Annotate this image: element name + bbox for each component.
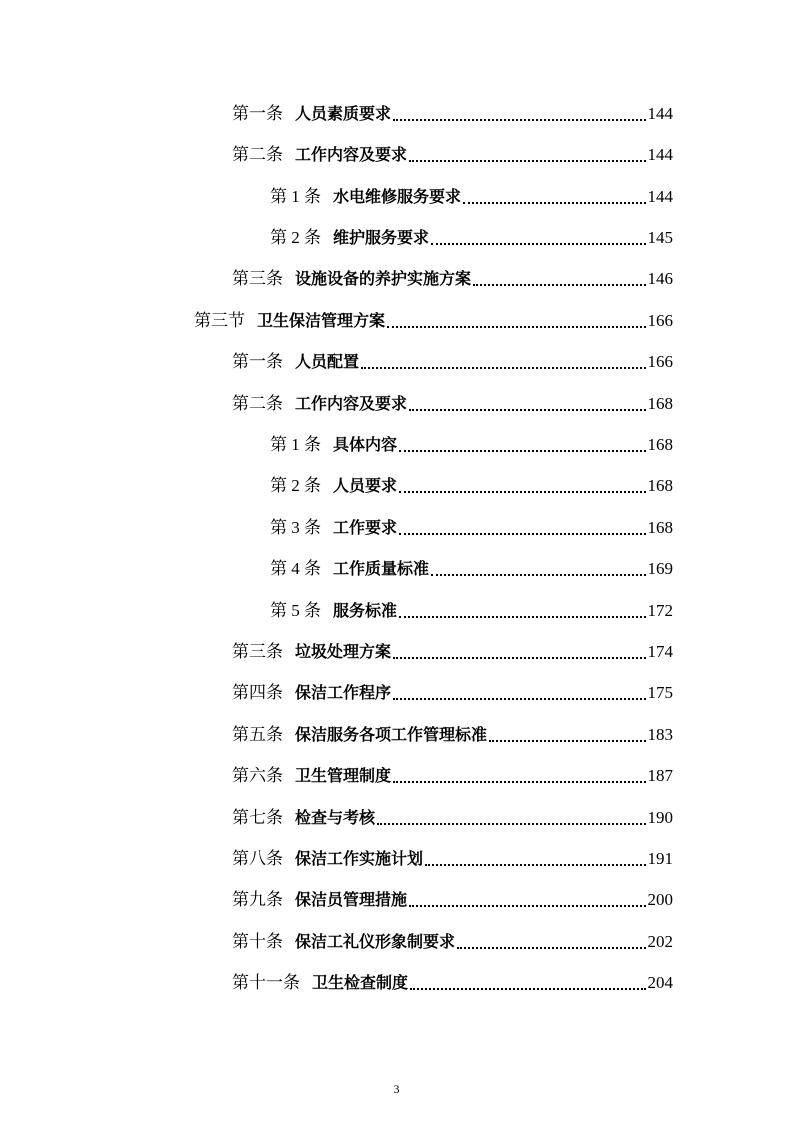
toc-entry-title: 垃圾处理方案	[295, 642, 392, 661]
dot-leader	[399, 533, 645, 535]
toc-entry[interactable]	[194, 302, 673, 332]
dot-leader	[425, 864, 645, 866]
toc-entry-number: 第七条	[232, 808, 283, 827]
toc-entry[interactable]	[270, 467, 673, 497]
page-number: 3	[393, 1082, 400, 1096]
toc-entry[interactable]	[270, 550, 673, 580]
toc-entry-title: 水电维修服务要求	[333, 187, 462, 206]
dot-leader	[409, 160, 645, 162]
toc-entry[interactable]	[270, 592, 673, 622]
toc-entry-title: 保洁员管理措施	[295, 890, 408, 909]
toc-entry[interactable]	[270, 219, 673, 249]
toc-entry[interactable]	[232, 95, 673, 125]
toc-entry-number: 第十条	[232, 932, 283, 951]
toc-entry-title: 服务标准	[333, 601, 398, 620]
dot-leader	[387, 326, 645, 328]
toc-entry-title: 工作质量标准	[333, 559, 430, 578]
dot-leader	[399, 616, 645, 618]
toc-entry-number: 第三条	[232, 269, 283, 288]
toc-entry-page: 187	[647, 766, 673, 785]
toc-entry-title: 人员要求	[333, 476, 398, 495]
toc-entry-number: 第二条	[232, 145, 283, 164]
dot-leader	[393, 781, 645, 783]
toc-entry-number: 第六条	[232, 766, 283, 785]
toc-entry-title: 卫生保洁管理方案	[257, 311, 386, 330]
toc-entry[interactable]	[232, 840, 673, 870]
toc-entry[interactable]	[270, 509, 673, 539]
toc-entry-number: 第 4 条	[270, 559, 321, 578]
toc-entry-number: 第三条	[232, 642, 283, 661]
dot-leader	[377, 823, 645, 825]
toc-entry[interactable]	[232, 674, 673, 704]
toc-entry-number: 第九条	[232, 890, 283, 909]
toc-entry-title: 设施设备的养护实施方案	[295, 269, 472, 288]
toc-entry-title: 工作内容及要求	[295, 145, 408, 164]
toc-entry-number: 第五条	[232, 725, 283, 744]
toc-entry-page: 169	[647, 559, 673, 578]
toc-entry-number: 第二条	[232, 394, 283, 413]
dot-leader	[409, 905, 645, 907]
toc-entry-number: 第三节	[194, 311, 245, 330]
toc-entry[interactable]	[232, 923, 673, 953]
toc-entry-number: 第 2 条	[270, 228, 321, 247]
dot-leader	[409, 409, 645, 411]
toc-entry[interactable]	[232, 757, 673, 787]
dot-leader	[431, 243, 645, 245]
toc-entry-page: 168	[647, 518, 673, 537]
toc-entry[interactable]	[232, 343, 673, 373]
toc-entry-page: 202	[647, 932, 673, 951]
toc-entry-number: 第一条	[232, 352, 283, 371]
toc-entry-page: 183	[647, 725, 673, 744]
toc-entry-title: 工作内容及要求	[295, 394, 408, 413]
dot-leader	[463, 202, 645, 204]
toc-entry-page: 144	[647, 104, 673, 123]
toc-entry[interactable]	[232, 799, 673, 829]
toc-entry-page: 191	[647, 849, 673, 868]
toc-entry-page: 200	[647, 890, 673, 909]
toc-entry-title: 保洁服务各项工作管理标准	[295, 725, 488, 744]
toc-entry-number: 第 5 条	[270, 601, 321, 620]
toc-entry-page: 168	[647, 435, 673, 454]
toc-entry-number: 第十一条	[232, 973, 300, 992]
toc-entry-page: 166	[647, 352, 673, 371]
dot-leader	[431, 574, 645, 576]
toc-entry-page: 146	[647, 269, 673, 288]
toc-entry[interactable]	[232, 633, 673, 663]
dot-leader	[457, 947, 645, 949]
dot-leader	[399, 491, 645, 493]
toc-entry-title: 卫生管理制度	[295, 766, 392, 785]
toc-entry[interactable]	[232, 964, 673, 994]
toc-entry-page: 175	[647, 683, 673, 702]
toc-entry[interactable]	[232, 716, 673, 746]
dot-leader	[393, 698, 645, 700]
toc-entry-title: 保洁工礼仪形象制要求	[295, 932, 456, 951]
toc-entry-title: 检查与考核	[295, 808, 376, 827]
toc-entry-number: 第 3 条	[270, 518, 321, 537]
toc-entry-page: 190	[647, 808, 673, 827]
toc-entry-page: 145	[647, 228, 673, 247]
dot-leader	[489, 740, 645, 742]
toc-entry-page: 168	[647, 394, 673, 413]
toc-entry-number: 第八条	[232, 849, 283, 868]
toc-entry-page: 174	[647, 642, 673, 661]
toc-entry-number: 第四条	[232, 683, 283, 702]
toc-entry-title: 具体内容	[333, 435, 398, 454]
toc-entry-title: 工作要求	[333, 518, 398, 537]
toc-entry-page: 144	[647, 145, 673, 164]
dot-leader	[393, 657, 645, 659]
toc-entry[interactable]	[232, 385, 673, 415]
toc-entry[interactable]	[232, 881, 673, 911]
toc-entry[interactable]	[232, 136, 673, 166]
toc-entry-page: 144	[647, 187, 673, 206]
toc-entry-title: 保洁工作实施计划	[295, 849, 424, 868]
toc-entry-number: 第一条	[232, 104, 283, 123]
toc-entry-page: 168	[647, 476, 673, 495]
toc-entry-title: 人员素质要求	[295, 104, 392, 123]
dot-leader	[399, 450, 645, 452]
toc-entry[interactable]	[270, 178, 673, 208]
dot-leader	[393, 119, 645, 121]
dot-leader	[361, 367, 645, 369]
toc-entry-title: 卫生检查制度	[312, 973, 409, 992]
toc-entry-number: 第 1 条	[270, 435, 321, 454]
dot-leader	[473, 284, 645, 286]
toc-entry-title: 保洁工作程序	[295, 683, 392, 702]
toc-entry-title: 人员配置	[295, 352, 360, 371]
toc-entry[interactable]	[232, 260, 673, 290]
toc-entry-page: 166	[647, 311, 673, 330]
toc-entry-page: 172	[647, 601, 673, 620]
toc-entry[interactable]	[270, 426, 673, 456]
toc-entry-number: 第 2 条	[270, 476, 321, 495]
toc-entry-title: 维护服务要求	[333, 228, 430, 247]
toc-entry-page: 204	[647, 973, 673, 992]
dot-leader	[410, 988, 645, 990]
toc-entry-number: 第 1 条	[270, 187, 321, 206]
